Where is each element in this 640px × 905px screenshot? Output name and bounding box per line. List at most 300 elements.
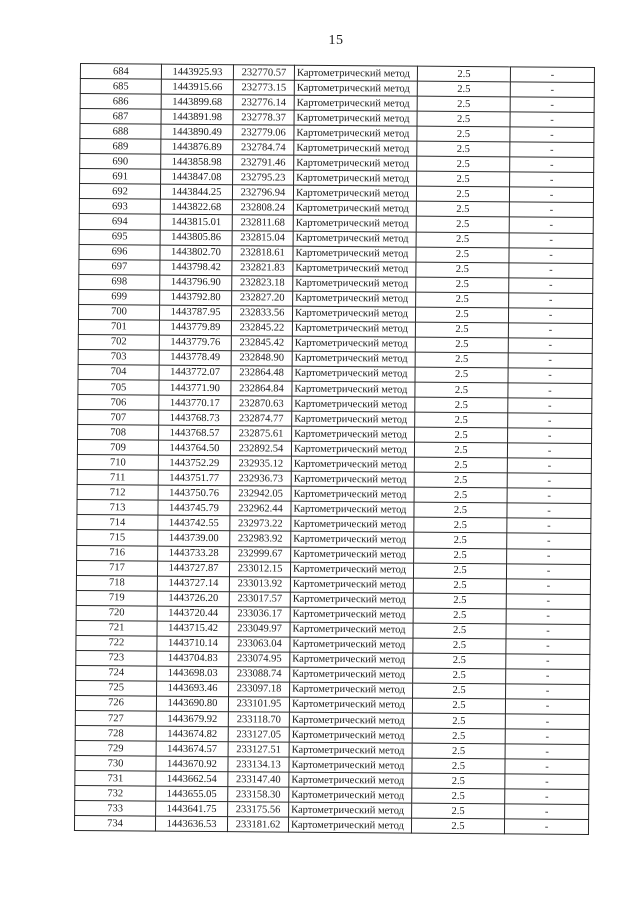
accuracy-cell: 2.5 — [416, 247, 509, 263]
method-cell: Картометрический метод — [294, 80, 417, 96]
accuracy-cell: 2.5 — [415, 427, 508, 443]
method-cell: Картометрический метод — [289, 742, 412, 758]
point-number-cell: 714 — [77, 515, 158, 531]
method-cell: Картометрический метод — [289, 757, 412, 773]
accuracy-cell: 2.5 — [417, 66, 510, 82]
description-cell: - — [506, 578, 590, 594]
x-coordinate-cell: 1443710.14 — [157, 636, 229, 652]
point-number-cell: 704 — [78, 364, 159, 380]
y-coordinate-cell: 232845.22 — [231, 320, 292, 336]
accuracy-cell: 2.5 — [412, 728, 505, 744]
point-number-cell: 700 — [78, 304, 159, 320]
point-number-cell: 731 — [75, 771, 156, 787]
point-number-cell: 716 — [77, 545, 158, 561]
x-coordinate-cell: 1443847.08 — [161, 169, 233, 185]
accuracy-cell: 2.5 — [412, 773, 505, 789]
point-number-cell: 720 — [76, 605, 157, 621]
accuracy-cell: 2.5 — [415, 352, 508, 368]
accuracy-cell: 2.5 — [412, 788, 505, 804]
description-cell: - — [506, 684, 590, 700]
x-coordinate-cell: 1443726.20 — [157, 591, 229, 607]
accuracy-cell: 2.5 — [416, 202, 509, 218]
x-coordinate-cell: 1443768.57 — [159, 425, 231, 441]
point-number-cell: 696 — [79, 244, 160, 260]
accuracy-cell: 2.5 — [412, 743, 505, 759]
x-coordinate-cell: 1443752.29 — [158, 455, 230, 471]
method-cell: Картометрический метод — [290, 592, 413, 608]
point-number-cell: 722 — [76, 635, 157, 651]
description-cell: - — [507, 443, 591, 459]
point-number-cell: 685 — [80, 79, 161, 95]
accuracy-cell: 2.5 — [414, 457, 507, 473]
x-coordinate-cell: 1443876.89 — [161, 139, 233, 155]
y-coordinate-cell: 232875.61 — [231, 426, 292, 442]
y-coordinate-cell: 232776.14 — [233, 95, 294, 111]
y-coordinate-cell: 232791.46 — [233, 155, 294, 171]
method-cell: Картометрический метод — [290, 682, 413, 698]
x-coordinate-cell: 1443674.57 — [156, 741, 228, 757]
accuracy-cell: 2.5 — [413, 578, 506, 594]
method-cell: Картометрический метод — [294, 65, 417, 81]
accuracy-cell: 2.5 — [415, 322, 508, 338]
description-cell: - — [505, 804, 589, 820]
x-coordinate-cell: 1443770.17 — [159, 395, 231, 411]
description-cell: - — [510, 157, 594, 173]
point-number-cell: 713 — [77, 500, 158, 516]
y-coordinate-cell: 232935.12 — [230, 456, 291, 472]
method-cell: Картометрический метод — [292, 396, 415, 412]
accuracy-cell: 2.5 — [415, 337, 508, 353]
accuracy-cell: 2.5 — [416, 277, 509, 293]
accuracy-cell: 2.5 — [415, 397, 508, 413]
y-coordinate-cell: 232815.04 — [232, 230, 293, 246]
point-number-cell: 703 — [78, 349, 159, 365]
point-number-cell: 727 — [75, 710, 156, 726]
description-cell: - — [510, 97, 594, 113]
description-cell: - — [506, 563, 590, 579]
x-coordinate-cell: 1443641.75 — [156, 801, 228, 817]
point-number-cell: 712 — [77, 485, 158, 501]
method-cell: Картометрический метод — [291, 502, 414, 518]
y-coordinate-cell: 233036.17 — [229, 606, 290, 622]
description-cell: - — [506, 609, 590, 625]
x-coordinate-cell: 1443787.95 — [159, 305, 231, 321]
y-coordinate-cell: 232874.77 — [231, 411, 292, 427]
x-coordinate-cell: 1443779.89 — [159, 320, 231, 336]
method-cell: Картометрический метод — [293, 246, 416, 262]
x-coordinate-cell: 1443778.49 — [159, 350, 231, 366]
point-number-cell: 707 — [78, 410, 159, 426]
accuracy-cell: 2.5 — [413, 563, 506, 579]
x-coordinate-cell: 1443899.68 — [161, 94, 233, 110]
x-coordinate-cell: 1443739.00 — [158, 531, 230, 547]
method-cell: Картометрический метод — [293, 216, 416, 232]
accuracy-cell: 2.5 — [414, 548, 507, 564]
method-cell: Картометрический метод — [293, 231, 416, 247]
accuracy-cell: 2.5 — [414, 487, 507, 503]
method-cell: Картометрический метод — [291, 471, 414, 487]
method-cell: Картометрический метод — [291, 532, 414, 548]
method-cell: Картометрический метод — [290, 607, 413, 623]
description-cell: - — [507, 548, 591, 564]
x-coordinate-cell: 1443733.28 — [158, 546, 230, 562]
coordinates-table — [74, 63, 595, 835]
description-cell: - — [510, 142, 594, 158]
page-number: 15 — [328, 33, 344, 48]
description-cell: - — [506, 594, 590, 610]
accuracy-cell: 2.5 — [413, 623, 506, 639]
method-cell: Картометрический метод — [294, 155, 417, 171]
description-cell: - — [505, 774, 589, 790]
point-number-cell: 688 — [80, 124, 161, 140]
description-cell: - — [510, 67, 594, 83]
description-cell: - — [505, 759, 589, 775]
point-number-cell: 709 — [77, 440, 158, 456]
x-coordinate-cell: 1443690.80 — [156, 696, 228, 712]
method-cell: Картометрический метод — [290, 562, 413, 578]
method-cell: Картометрический метод — [292, 351, 415, 367]
point-number-cell: 723 — [76, 650, 157, 666]
description-cell: - — [505, 744, 589, 760]
y-coordinate-cell: 232818.61 — [232, 245, 293, 261]
point-number-cell: 719 — [76, 590, 157, 606]
method-cell: Картометрический метод — [290, 637, 413, 653]
y-coordinate-cell: 233013.92 — [229, 576, 290, 592]
description-cell: - — [509, 247, 593, 263]
x-coordinate-cell: 1443925.93 — [161, 64, 233, 80]
point-number-cell: 699 — [79, 289, 160, 305]
description-cell: - — [507, 473, 591, 489]
method-cell: Картометрический метод — [290, 577, 413, 593]
point-number-cell: 701 — [78, 319, 159, 335]
description-cell: - — [510, 112, 594, 128]
y-coordinate-cell: 233063.04 — [229, 636, 290, 652]
description-cell: - — [505, 699, 589, 715]
point-number-cell: 697 — [79, 259, 160, 275]
x-coordinate-cell: 1443891.98 — [161, 109, 233, 125]
description-cell: - — [506, 624, 590, 640]
x-coordinate-cell: 1443890.49 — [161, 124, 233, 140]
point-number-cell: 724 — [76, 665, 157, 681]
method-cell: Картометрический метод — [292, 306, 415, 322]
point-number-cell: 706 — [78, 395, 159, 411]
accuracy-cell: 2.5 — [412, 803, 505, 819]
method-cell: Картометрический метод — [289, 787, 412, 803]
method-cell: Картометрический метод — [293, 186, 416, 202]
method-cell: Картометрический метод — [291, 547, 414, 563]
accuracy-cell: 2.5 — [416, 232, 509, 248]
description-cell: - — [506, 669, 590, 685]
point-number-cell: 721 — [76, 620, 157, 636]
accuracy-cell: 2.5 — [414, 472, 507, 488]
x-coordinate-cell: 1443792.80 — [160, 290, 232, 306]
accuracy-cell: 2.5 — [414, 502, 507, 518]
point-number-cell: 686 — [80, 94, 161, 110]
y-coordinate-cell: 232795.23 — [233, 170, 294, 186]
description-cell: - — [509, 232, 593, 248]
point-number-cell: 689 — [80, 139, 161, 155]
point-number-cell: 726 — [75, 695, 156, 711]
method-cell: Картометрический метод — [290, 622, 413, 638]
y-coordinate-cell: 233049.97 — [229, 621, 290, 637]
accuracy-cell: 2.5 — [413, 683, 506, 699]
x-coordinate-cell: 1443693.46 — [157, 681, 229, 697]
y-coordinate-cell: 233017.57 — [229, 591, 290, 607]
point-number-cell: 711 — [77, 470, 158, 486]
y-coordinate-cell: 232999.67 — [230, 546, 291, 562]
y-coordinate-cell: 233158.30 — [228, 787, 289, 803]
accuracy-cell: 2.5 — [412, 698, 505, 714]
point-number-cell: 729 — [75, 741, 156, 757]
y-coordinate-cell: 232770.57 — [233, 65, 294, 81]
point-number-cell: 710 — [77, 455, 158, 471]
y-coordinate-cell: 232848.90 — [231, 351, 292, 367]
description-cell: - — [508, 338, 592, 354]
method-cell: Картометрический метод — [292, 381, 415, 397]
x-coordinate-cell: 1443636.53 — [155, 816, 227, 832]
y-coordinate-cell: 232823.18 — [232, 275, 293, 291]
description-cell: - — [510, 127, 594, 143]
x-coordinate-cell: 1443764.50 — [158, 440, 230, 456]
method-cell: Картометрический метод — [289, 727, 412, 743]
y-coordinate-cell: 233181.62 — [227, 817, 288, 833]
description-cell: - — [509, 202, 593, 218]
x-coordinate-cell: 1443745.79 — [158, 500, 230, 516]
y-coordinate-cell: 233147.40 — [228, 772, 289, 788]
method-cell: Картометрический метод — [293, 276, 416, 292]
x-coordinate-cell: 1443679.92 — [156, 711, 228, 727]
y-coordinate-cell: 232773.15 — [233, 80, 294, 96]
method-cell: Картометрический метод — [291, 456, 414, 472]
accuracy-cell: 2.5 — [417, 156, 510, 172]
method-cell: Картометрический метод — [289, 697, 412, 713]
accuracy-cell: 2.5 — [415, 382, 508, 398]
y-coordinate-cell: 233175.56 — [228, 802, 289, 818]
accuracy-cell: 2.5 — [413, 638, 506, 654]
method-cell: Картометрический метод — [292, 411, 415, 427]
method-cell: Картометрический метод — [294, 125, 417, 141]
method-cell: Картометрический метод — [290, 652, 413, 668]
x-coordinate-cell: 1443720.44 — [157, 606, 229, 622]
method-cell: Картометрический метод — [294, 140, 417, 156]
method-cell: Картометрический метод — [289, 712, 412, 728]
method-cell: Картометрический метод — [290, 667, 413, 683]
method-cell: Картометрический метод — [291, 441, 414, 457]
y-coordinate-cell: 233097.18 — [229, 682, 290, 698]
y-coordinate-cell: 233127.05 — [228, 727, 289, 743]
accuracy-cell: 2.5 — [414, 518, 507, 534]
method-cell: Картометрический метод — [292, 321, 415, 337]
x-coordinate-cell: 1443727.87 — [157, 561, 229, 577]
description-cell: - — [508, 353, 592, 369]
accuracy-cell: 2.5 — [417, 141, 510, 157]
method-cell: Картометрический метод — [294, 95, 417, 111]
method-cell: Картометрический метод — [292, 366, 415, 382]
accuracy-cell: 2.5 — [412, 713, 505, 729]
accuracy-cell: 2.5 — [417, 171, 510, 187]
point-number-cell: 698 — [79, 274, 160, 290]
description-cell: - — [507, 533, 591, 549]
description-cell: - — [505, 789, 589, 805]
y-coordinate-cell: 232778.37 — [233, 110, 294, 126]
y-coordinate-cell: 232845.42 — [231, 336, 292, 352]
accuracy-cell: 2.5 — [415, 367, 508, 383]
point-number-cell: 684 — [80, 64, 161, 80]
x-coordinate-cell: 1443796.90 — [160, 275, 232, 291]
description-cell: - — [507, 518, 591, 534]
x-coordinate-cell: 1443822.68 — [160, 200, 232, 216]
accuracy-cell: 2.5 — [412, 758, 505, 774]
method-cell: Картометрический метод — [294, 171, 417, 187]
method-cell: Картометрический метод — [289, 802, 412, 818]
point-number-cell: 718 — [76, 575, 157, 591]
method-cell: Картометрический метод — [292, 336, 415, 352]
point-number-cell: 694 — [79, 214, 160, 230]
x-coordinate-cell: 1443655.05 — [156, 786, 228, 802]
point-number-cell: 691 — [80, 169, 161, 185]
method-cell: Картометрический метод — [288, 818, 411, 834]
point-number-cell: 708 — [78, 425, 159, 441]
x-coordinate-cell: 1443844.25 — [160, 185, 232, 201]
description-cell: - — [508, 383, 592, 399]
point-number-cell: 695 — [79, 229, 160, 245]
description-cell: - — [506, 639, 590, 655]
table-row — [74, 816, 588, 835]
accuracy-cell: 2.5 — [415, 307, 508, 323]
description-cell: - — [505, 714, 589, 730]
point-number-cell: 717 — [76, 560, 157, 576]
y-coordinate-cell: 232983.92 — [230, 531, 291, 547]
x-coordinate-cell: 1443704.83 — [157, 651, 229, 667]
y-coordinate-cell: 233088.74 — [229, 667, 290, 683]
x-coordinate-cell: 1443750.76 — [158, 485, 230, 501]
y-coordinate-cell: 233134.13 — [228, 757, 289, 773]
description-cell: - — [507, 458, 591, 474]
accuracy-cell: 2.5 — [416, 292, 509, 308]
x-coordinate-cell: 1443858.98 — [161, 154, 233, 170]
method-cell: Картометрический метод — [292, 426, 415, 442]
description-cell: - — [507, 503, 591, 519]
x-coordinate-cell: 1443727.14 — [157, 576, 229, 592]
description-cell: - — [505, 729, 589, 745]
description-cell: - — [509, 262, 593, 278]
description-cell: - — [510, 172, 594, 188]
method-cell: Картометрический метод — [289, 772, 412, 788]
accuracy-cell: 2.5 — [413, 608, 506, 624]
x-coordinate-cell: 1443798.42 — [160, 260, 232, 276]
point-number-cell: 730 — [75, 756, 156, 772]
y-coordinate-cell: 232827.20 — [232, 290, 293, 306]
accuracy-cell: 2.5 — [414, 533, 507, 549]
accuracy-cell: 2.5 — [414, 442, 507, 458]
point-number-cell: 693 — [79, 199, 160, 215]
x-coordinate-cell: 1443662.54 — [156, 771, 228, 787]
accuracy-cell: 2.5 — [416, 187, 509, 203]
x-coordinate-cell: 1443779.76 — [159, 335, 231, 351]
accuracy-cell: 2.5 — [415, 412, 508, 428]
y-coordinate-cell: 232864.84 — [231, 381, 292, 397]
y-coordinate-cell: 232942.05 — [230, 486, 291, 502]
accuracy-cell: 2.5 — [417, 126, 510, 142]
description-cell: - — [510, 82, 594, 98]
x-coordinate-cell: 1443771.90 — [159, 380, 231, 396]
x-coordinate-cell: 1443698.03 — [157, 666, 229, 682]
accuracy-cell: 2.5 — [416, 262, 509, 278]
description-cell: - — [508, 308, 592, 324]
point-number-cell: 692 — [79, 184, 160, 200]
y-coordinate-cell: 232962.44 — [230, 501, 291, 517]
accuracy-cell: 2.5 — [416, 217, 509, 233]
method-cell: Картометрический метод — [294, 110, 417, 126]
y-coordinate-cell: 232973.22 — [230, 516, 291, 532]
x-coordinate-cell: 1443674.82 — [156, 726, 228, 742]
description-cell: - — [508, 323, 592, 339]
y-coordinate-cell: 233101.95 — [228, 697, 289, 713]
description-cell: - — [507, 488, 591, 504]
x-coordinate-cell: 1443715.42 — [157, 621, 229, 637]
accuracy-cell: 2.5 — [413, 668, 506, 684]
description-cell: - — [509, 278, 593, 294]
description-cell: - — [509, 187, 593, 203]
y-coordinate-cell: 232892.54 — [230, 441, 291, 457]
description-cell: - — [506, 654, 590, 670]
y-coordinate-cell: 232784.74 — [233, 140, 294, 156]
x-coordinate-cell: 1443742.55 — [158, 516, 230, 532]
x-coordinate-cell: 1443805.86 — [160, 230, 232, 246]
coordinates-table-body — [74, 64, 594, 835]
method-cell: Картометрический метод — [293, 201, 416, 217]
accuracy-cell: 2.5 — [417, 81, 510, 97]
y-coordinate-cell: 232833.56 — [231, 305, 292, 321]
y-coordinate-cell: 232870.63 — [231, 396, 292, 412]
y-coordinate-cell: 233074.95 — [229, 652, 290, 668]
method-cell: Картометрический метод — [293, 291, 416, 307]
point-number-cell: 732 — [75, 786, 156, 802]
y-coordinate-cell: 233127.51 — [228, 742, 289, 758]
accuracy-cell: 2.5 — [411, 818, 504, 834]
x-coordinate-cell: 1443670.92 — [156, 756, 228, 772]
method-cell: Картометрический метод — [293, 261, 416, 277]
point-number-cell: 733 — [75, 801, 156, 817]
y-coordinate-cell: 233012.15 — [229, 561, 290, 577]
description-cell: - — [509, 217, 593, 233]
y-coordinate-cell: 232864.48 — [231, 366, 292, 382]
y-coordinate-cell: 232811.68 — [232, 215, 293, 231]
x-coordinate-cell: 1443751.77 — [158, 470, 230, 486]
y-coordinate-cell: 232796.94 — [232, 185, 293, 201]
y-coordinate-cell: 232821.83 — [232, 260, 293, 276]
x-coordinate-cell: 1443802.70 — [160, 245, 232, 261]
description-cell: - — [509, 293, 593, 309]
point-number-cell: 725 — [76, 680, 157, 696]
point-number-cell: 702 — [78, 334, 159, 350]
accuracy-cell: 2.5 — [417, 111, 510, 127]
accuracy-cell: 2.5 — [413, 653, 506, 669]
x-coordinate-cell: 1443815.01 — [160, 215, 232, 231]
x-coordinate-cell: 1443768.73 — [159, 410, 231, 426]
accuracy-cell: 2.5 — [417, 96, 510, 112]
x-coordinate-cell: 1443772.07 — [159, 365, 231, 381]
y-coordinate-cell: 233118.70 — [228, 712, 289, 728]
x-coordinate-cell: 1443915.66 — [161, 79, 233, 95]
point-number-cell: 690 — [80, 154, 161, 170]
accuracy-cell: 2.5 — [413, 593, 506, 609]
method-cell: Картометрический метод — [291, 517, 414, 533]
point-number-cell: 734 — [74, 816, 155, 832]
description-cell: - — [508, 368, 592, 384]
point-number-cell: 728 — [75, 726, 156, 742]
y-coordinate-cell: 232808.24 — [232, 200, 293, 216]
